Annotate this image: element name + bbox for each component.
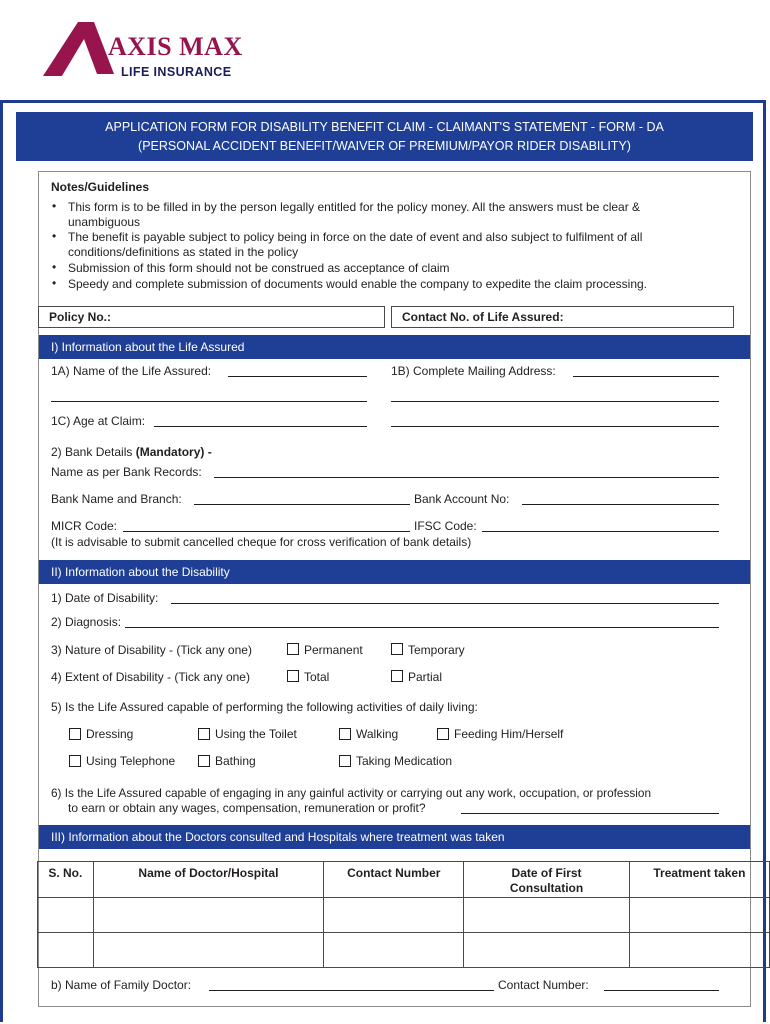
age-field[interactable]	[154, 426, 367, 427]
toilet-checkbox[interactable]	[198, 728, 210, 740]
age-label: 1C) Age at Claim:	[51, 414, 146, 428]
gainful-activity-label: 6) Is the Life Assured capable of engaging in any gainful activity or carrying out any work, occupation, or profession	[51, 786, 652, 800]
gainful-activity-field[interactable]	[461, 813, 719, 814]
micr-label: MICR Code:	[51, 519, 118, 533]
walking-checkbox[interactable]	[339, 728, 351, 740]
note-item: Speedy and complete submission of documents would enable the company to expedite the claim processing.	[68, 277, 648, 291]
contact-no-field[interactable]	[391, 306, 734, 328]
extent-label: 4) Extent of Disability - (Tick any one)	[51, 670, 250, 684]
medication-checkbox[interactable]	[339, 755, 351, 767]
walking-label: Walking	[356, 727, 399, 741]
bullet-icon: •	[52, 260, 57, 274]
form-title-line2: (PERSONAL ACCIDENT BENEFIT/WAIVER OF PREMIUM/PAYOR RIDER DISABILITY)	[138, 139, 631, 153]
col-sno-header: S. No.	[38, 862, 94, 898]
table-cell[interactable]	[324, 933, 464, 968]
gainful-activity-label-2: to earn or obtain any wages, compensation, remuneration or profit?	[68, 801, 426, 815]
brand-name: AXIS MAX	[108, 32, 243, 61]
ifsc-field[interactable]	[482, 531, 719, 532]
table-cell[interactable]	[93, 898, 324, 933]
policy-no-label: Policy No.:	[49, 310, 112, 324]
family-doctor-contact-field[interactable]	[604, 990, 719, 991]
permanent-checkbox[interactable]	[287, 643, 299, 655]
note-item: The benefit is payable subject to policy being in force on the date of event and also subject to fulfilment of all	[68, 230, 643, 244]
temporary-label: Temporary	[408, 643, 465, 657]
account-label: Bank Account No:	[414, 492, 510, 506]
telephone-label: Using Telephone	[86, 754, 176, 768]
diagnosis-label: 2) Diagnosis:	[51, 615, 122, 629]
name-field-line2[interactable]	[51, 401, 367, 402]
account-field[interactable]	[522, 504, 719, 505]
permanent-label: Permanent	[304, 643, 363, 657]
date-of-disability-field[interactable]	[171, 603, 719, 604]
family-doctor-field[interactable]	[209, 990, 494, 991]
table-cell[interactable]	[38, 933, 94, 968]
contact-no-label: Contact No. of Life Assured:	[402, 310, 564, 324]
table-cell[interactable]	[93, 933, 324, 968]
bank-name-records-field[interactable]	[214, 477, 719, 478]
table-header-row	[38, 862, 770, 898]
family-doctor-contact-label: Contact Number:	[498, 978, 589, 992]
section-3-header: III) Information about the Doctors consulted and Hospitals where treatment was taken	[39, 825, 750, 849]
name-label: 1A) Name of the Life Assured:	[51, 364, 212, 378]
bank-details-label: 2) Bank Details (Mandatory) -	[51, 445, 212, 459]
note-item: conditions/definitions as stated in the policy	[68, 245, 299, 259]
bank-branch-field[interactable]	[194, 504, 410, 505]
dressing-checkbox[interactable]	[69, 728, 81, 740]
table-cell[interactable]	[38, 898, 94, 933]
bullet-icon: •	[52, 229, 57, 243]
ifsc-label: IFSC Code:	[414, 519, 477, 533]
address-label: 1B) Complete Mailing Address:	[391, 364, 556, 378]
table-cell[interactable]	[629, 933, 769, 968]
note-item: Submission of this form should not be construed as acceptance of claim	[68, 261, 450, 275]
bathing-checkbox[interactable]	[198, 755, 210, 767]
cheque-note: (It is advisable to submit cancelled cheque for cross verification of bank details)	[51, 535, 472, 549]
table-cell[interactable]	[629, 898, 769, 933]
telephone-checkbox[interactable]	[69, 755, 81, 767]
note-item: This form is to be filled in by the person legally entitled for the policy money. All the answers must be clear &	[68, 200, 641, 214]
form-title	[16, 112, 753, 161]
nature-label: 3) Nature of Disability - (Tick any one)	[51, 643, 252, 657]
partial-checkbox[interactable]	[391, 670, 403, 682]
col-doctor-header: Name of Doctor/Hospital	[93, 862, 324, 898]
bullet-icon: •	[52, 199, 57, 213]
micr-field[interactable]	[123, 531, 410, 532]
table-row	[38, 898, 770, 933]
partial-label: Partial	[408, 670, 443, 684]
name-field[interactable]	[228, 376, 367, 377]
table-row	[38, 933, 770, 968]
address-field-line3[interactable]	[391, 426, 719, 427]
diagnosis-field[interactable]	[125, 627, 719, 628]
bank-name-records-label: Name as per Bank Records:	[51, 465, 202, 479]
temporary-checkbox[interactable]	[391, 643, 403, 655]
feeding-label: Feeding Him/Herself	[454, 727, 564, 741]
bullet-icon: •	[52, 276, 57, 290]
bank-branch-label: Bank Name and Branch:	[51, 492, 182, 506]
table-cell[interactable]	[464, 898, 629, 933]
toilet-label: Using the Toilet	[215, 727, 297, 741]
total-checkbox[interactable]	[287, 670, 299, 682]
policy-no-field[interactable]	[38, 306, 385, 328]
address-field[interactable]	[573, 376, 719, 377]
col-date-header: Date of First Consultation	[464, 862, 629, 898]
medication-label: Taking Medication	[356, 754, 453, 768]
total-label: Total	[304, 670, 330, 684]
section-2-header: II) Information about the Disability	[39, 560, 750, 584]
note-item: unambiguous	[68, 215, 141, 229]
table-cell[interactable]	[464, 933, 629, 968]
activities-label: 5) Is the Life Assured capable of performing the following activities of daily living:	[51, 700, 478, 714]
section-1-header: I) Information about the Life Assured	[39, 335, 750, 359]
feeding-checkbox[interactable]	[437, 728, 449, 740]
col-contact-header: Contact Number	[324, 862, 464, 898]
bathing-label: Bathing	[215, 754, 256, 768]
form-title-line1: APPLICATION FORM FOR DISABILITY BENEFIT CLAIM - CLAIMANT'S STATEMENT - FORM - DA	[105, 120, 664, 134]
axis-max-logo	[40, 20, 280, 84]
brand-subtitle: LIFE INSURANCE	[121, 65, 232, 79]
doctors-table	[37, 861, 770, 968]
dressing-label: Dressing	[86, 727, 134, 741]
date-of-disability-label: 1) Date of Disability:	[51, 591, 159, 605]
notes-heading: Notes/Guidelines	[51, 180, 150, 194]
address-field-line2[interactable]	[391, 401, 719, 402]
col-treatment-header: Treatment taken	[629, 862, 769, 898]
family-doctor-label: b) Name of Family Doctor:	[51, 978, 192, 992]
table-cell[interactable]	[324, 898, 464, 933]
